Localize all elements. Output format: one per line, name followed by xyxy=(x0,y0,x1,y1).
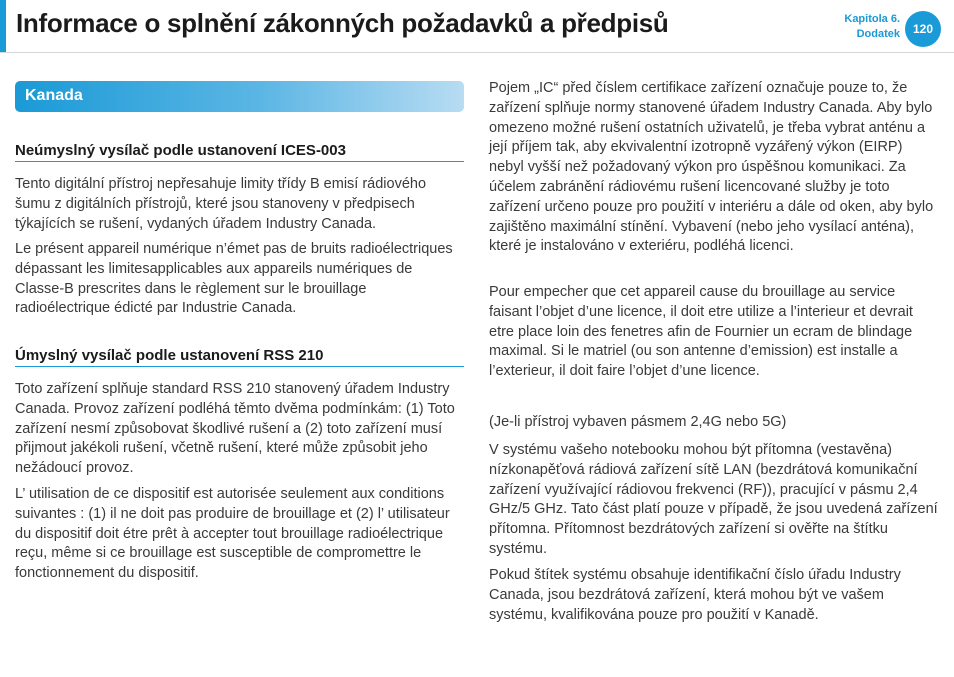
ices-paragraph-fr: Le présent appareil numérique n’émet pas de bruits radioélectriques dépassant les limitesapplicables aux appareils numériques de Classe-B prescrites dans le règlement sur le brouillage radioélectrique édicté par Industrie Canada. xyxy=(15,241,453,317)
system-label-paragraph: Pokud štítek systému obsahuje identifikační číslo úřadu Industry Canada, jsou bezdrátová zařízení, která mohou být ve vašem systému, kvalifikována pouze pro použití v Kanadě. xyxy=(489,567,901,623)
header-divider xyxy=(0,52,954,53)
fr-licence-paragraph: Pour empecher que cet appareil cause du brouillage au service faisant l’objet d’une licence, il doit etre utilize a l’interieur et devrait etre place loin des fenetres afin de Fournier un ecram de blindage maximal. Si le matriel (ou son antenne d’emission) est installe a l’exterieur, il doit faire l’objet d’une licence. xyxy=(489,284,913,380)
page-number-badge: 120 xyxy=(905,11,941,47)
rss-paragraph-cz: Toto zařízení splňuje standard RSS 210 stanovený úřadem Industry Canada. Provoz zařízení podléhá těmto dvěma podmínkám: (1) Toto zařízení nesmí způsobovat škodlivé rušení a (2) toto zařízení musí přijmout jakékoli rušení, včetně rušení, které může způsobit jeho nežádoucí provoz. xyxy=(15,381,455,477)
ices-paragraph-cz: Tento digitální přístroj nepřesahuje limity třídy B emisí rádiového šumu z digitálních přístrojů, které jsou stanoveny v předpisech týkajících se rušení, vydaných úřadem Industry Canada. xyxy=(15,176,427,232)
section-title-canada: Kanada xyxy=(15,81,464,112)
ices-heading: Neúmyslný vysílač podle ustanovení ICES-003 xyxy=(15,142,464,162)
rss-paragraph-fr: L’ utilisation de ce dispositif est autorisée seulement aux conditions suivantes : (1) il ne doit pas produire de brouillage et (2) l’ utilisateur du dispositif doit étre prêt à accepter tout brouillage radioélectrique reçu, même si ce brouillage est susceptible de compromettre le fonctionnement du dispositif. xyxy=(15,486,450,582)
chapter-label: Kapitola 6. xyxy=(844,13,900,25)
header-accent-bar xyxy=(0,0,6,52)
rss-heading: Úmyslný vysílač podle ustanovení RSS 210 xyxy=(15,347,464,367)
page-title: Informace o splnění zákonných požadavků a předpisů xyxy=(16,8,669,38)
ic-paragraph: Pojem „IC“ před číslem certifikace zařízení označuje pouze to, že zařízení splňuje normy stanovené úřadem Industry Canada. Aby bylo omezeno možné rušení ostatních uživatelů, je třeba vybrat anténu a její příjem tak, aby ekvivalentní izotropně vyzářený výkon (EIRP) nebyl vyšší než požadovaný výkon pro úspěšnou komunikaci. Za účelem zabránění rádiovému rušení licencované služby je toto zařízení určeno pouze pro použití v interiéru a dále od oken, aby bylo zajištěno maximální stínění. Vybavení (nebo jeho vysílací anténa), které je instalováno v exteriéru, podléhá licenci. xyxy=(489,80,934,255)
section-label: Dodatek xyxy=(856,28,900,40)
chapter-info xyxy=(844,12,900,42)
wireless-lan-paragraph: V systému vašeho notebooku mohou být přítomna (vestavěna) nízkonapěťová rádiová zařízení sítě LAN (bezdrátová komunikační zařízení využívající rádiovou frekvenci (RF)), pracující v pásmu 2,4 GHz/5 GHz. Tato část platí pouze v případě, že jsou uvedená zařízení přítomna. Přítomnost bezdrátových zařízení si ověřte na štítku systému. xyxy=(489,442,938,557)
band-note: (Je-li přístroj vybaven pásmem 2,4G nebo 5G) xyxy=(489,414,787,430)
